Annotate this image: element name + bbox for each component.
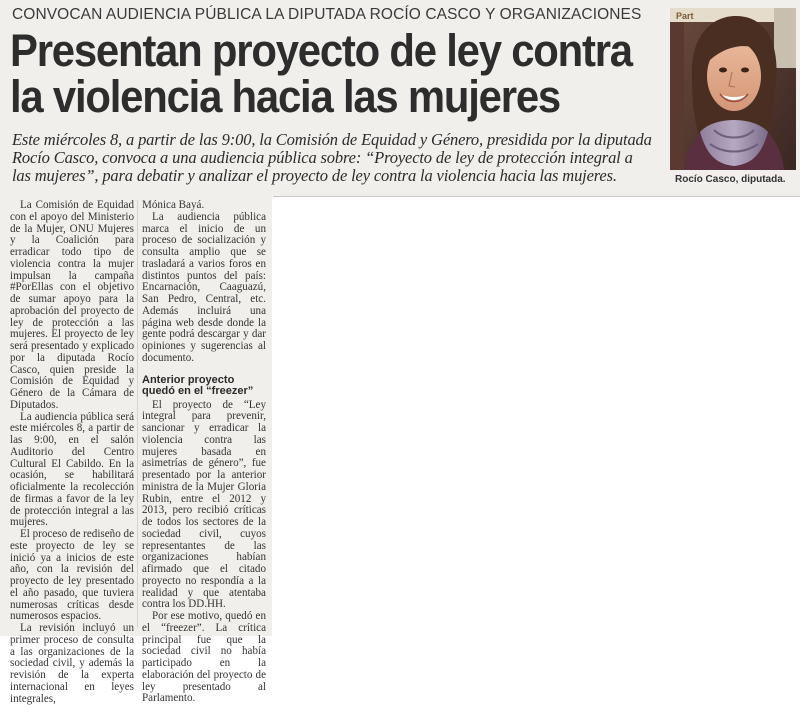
portrait-image <box>670 8 796 170</box>
body-paragraph: La Comisión de Equidad con el apoyo del Ministerio de la Mujer, ONU Mujeres y la Coalición para erradicar todo tipo de violencia contra la mujer impulsan la campaña #PorEllas con el objetivo de sumar apoyo para la aprobación del proyecto de ley de protección a las mujeres. El proyecto de ley será presentado y explicado por la diputada Rocío Casco, quien preside la Comisión de Equidad y Género de la Cámara de Diputados. <box>10 199 134 411</box>
kicker: CONVOCAN AUDIENCIA PÚBLICA LA DIPUTADA ROCÍO CASCO Y ORGANIZACIONES <box>12 6 642 23</box>
lead-line-1: Este miércoles 8, a partir de las 9:00, la Comisión de Equidad y Género, presidida por la diputada <box>12 130 652 149</box>
headline-line-2: la violencia hacia las mujeres <box>10 71 560 122</box>
lead-line-3: las mujeres”, para debatir y analizar el proyecto de ley contra la violencia hacia las mujeres. <box>12 166 617 185</box>
portrait-photo <box>670 8 796 170</box>
body-paragraph: La revisión incluyó un primer proceso de consulta a las organizaciones de la sociedad civil, y además la revisión de la experta internacional en leyes integrales, <box>10 622 134 705</box>
body-paragraph: Por ese motivo, quedó en el “freezer”. La crítica principal fue que la sociedad civil no había participado en la elaboración del proyecto de ley presentado al Parlamento. <box>142 610 266 705</box>
text-column-2 <box>142 200 266 705</box>
divider-line <box>273 196 800 197</box>
headline <box>10 25 632 122</box>
article-header <box>0 0 800 196</box>
lead-line-2: Rocío Casco, convoca a una audiencia pública sobre: “Proyecto de ley de protección integral a <box>12 148 633 167</box>
body-paragraph-continued: Mónica Bayá. <box>142 199 205 211</box>
text-column-1 <box>10 200 134 705</box>
body-paragraph: La audiencia pública será este miércoles 8, a partir de las 9:00, en el salón Auditorio del Centro Cultural El Cabildo. En la ocasión, se habilitará oficialmente la recolección de firmas a favor de la ley de protección integral a las mujeres. <box>10 410 134 529</box>
section-subhead: Anterior proyecto quedó en el “freezer” <box>142 373 254 397</box>
body-paragraph: El proyecto de “Ley integral para prevenir, sancionar y erradicar la violencia contra las mujeres basada en asimetrías de género”, fue presentado por la anterior ministra de la Mujer Gloria Rubin, entre el 2012 y 2013, pero recibió críticas de todos los sectores de la sociedad civil, cuyos representantes de las organizaciones habían afirmado que el citado proyecto no respondía a la realidad y que atentaba contra los DD.HH. <box>142 398 266 611</box>
body-paragraph: La audiencia pública marca el inicio de un proceso de socialización y consulta amplio que se trasladará a varios foros en distintos puntos del país: Encarnación, Caaguazú, San Pedro, Central, etc. Además incluirá una página web desde donde la gente podrá descargar y dar opiniones y sugerencias al documento. <box>142 210 266 364</box>
photo-sign-text: Part <box>676 11 694 21</box>
headline-line-1: Presentan proyecto de ley contra <box>10 25 632 76</box>
article-body <box>0 196 272 705</box>
column-divider <box>137 200 138 628</box>
photo-caption: Rocío Casco, diputada. <box>675 174 786 185</box>
lead-paragraph <box>12 131 667 185</box>
body-paragraph: El proceso de rediseño de este proyecto de ley se inició ya a inicios de este año, con la revisión del proyecto de ley presentado el año pasado, que tuviera numerosas críticas desde numerosos espacios. <box>10 528 134 623</box>
